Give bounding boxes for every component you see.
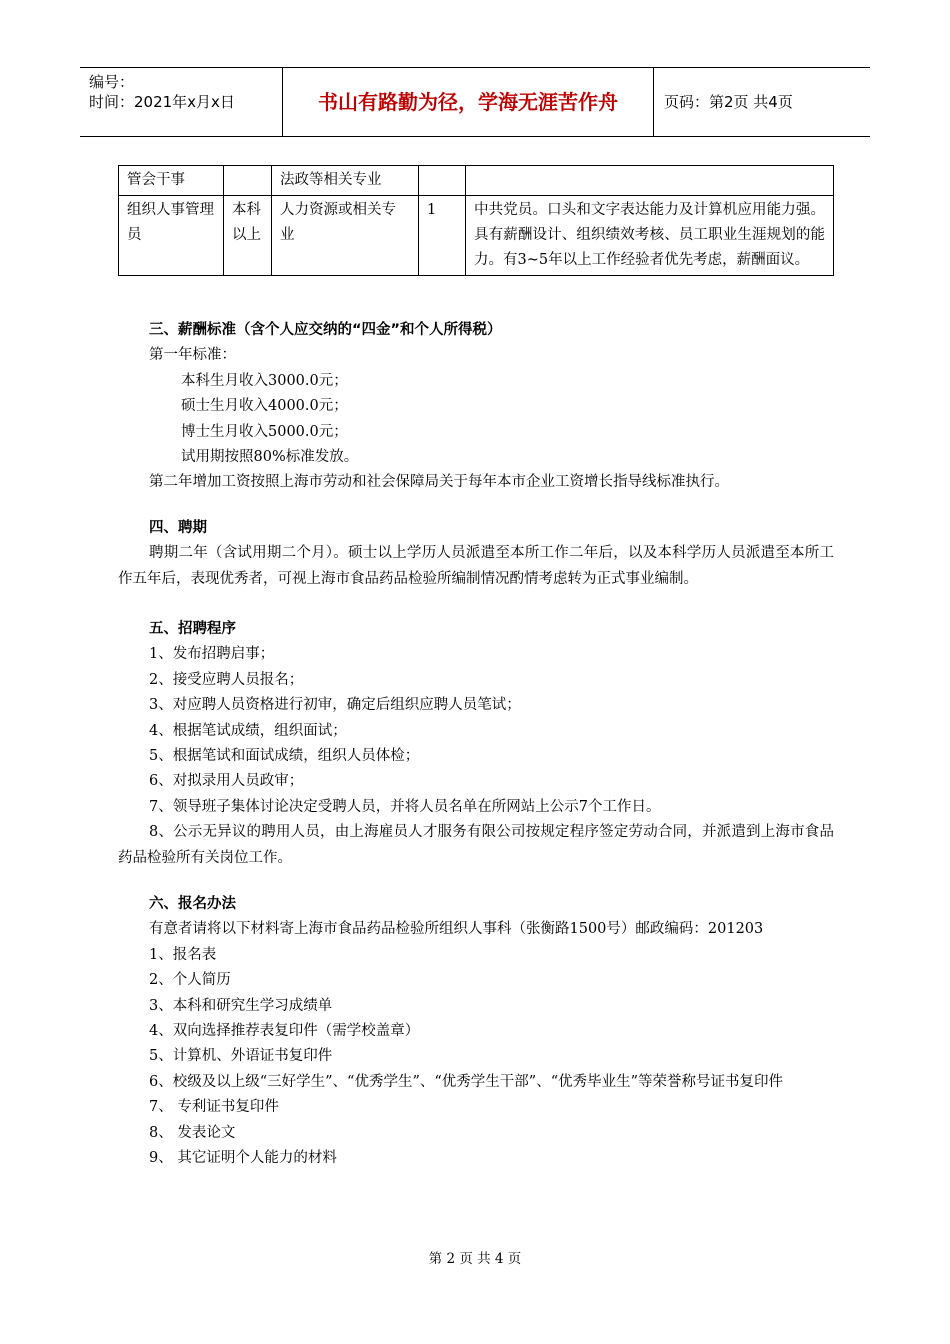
salary-item: 试用期按照80%标准发放。 [181, 449, 359, 466]
procedure-item: 6、对拟录用人员政审； [149, 773, 304, 790]
table-row [119, 166, 834, 196]
count-cell: 1 [419, 196, 466, 276]
application-item: 1、报名表 [149, 946, 217, 963]
application-section [118, 892, 834, 1171]
header-motto: 书山有路勤为径，学海无涯苦作舟 [318, 90, 618, 114]
page-header [80, 67, 870, 137]
positions-table [118, 165, 834, 276]
procedure-item: 3、对应聘人员资格进行初审，确定后组织应聘人员笔试； [149, 697, 521, 714]
document-number-label: 编号： [89, 73, 135, 91]
first-year-label: 第一年标准： [149, 347, 236, 364]
procedure-item: 5、根据笔试和面试成绩，组织人员体检； [149, 748, 420, 765]
position-cell: 组织人事管理员 [119, 196, 224, 276]
second-year-text: 第二年增加工资按照上海市劳动和社会保障局关于每年本市企业工资增长指导线标准执行。 [149, 474, 729, 491]
position-cell: 管会干事 [119, 166, 224, 196]
term-text: 聘期二年（含试用期二个月）。硕士以上学历人员派遣至本所工作二年后，以及本科学历人员派遣至本所工作五年后，表现优秀者，可视上海市食品药品检验所编制情况酌情考虑转为正式事业编制。 [118, 545, 834, 587]
application-item: 3、本科和研究生学习成绩单 [149, 997, 333, 1014]
procedure-item: 7、领导班子集体讨论决定受聘人员，并将人员名单在所网站上公示7个工作日。 [149, 798, 661, 815]
application-heading: 六、报名办法 [149, 896, 236, 912]
table-row [119, 196, 834, 276]
term-section [118, 516, 834, 592]
application-item: 5、计算机、外语证书复印件 [149, 1048, 333, 1065]
salary-heading: 三、薪酬标准（含个人应交纳的“四金”和个人所得税） [149, 322, 502, 338]
salary-item: 博士生月收入5000.0元； [181, 423, 348, 440]
document-time-label: 时间：2021年x月x日 [89, 93, 235, 111]
application-item: 7、 专利证书复印件 [149, 1099, 279, 1116]
procedure-section [118, 617, 834, 871]
header-motto-cell [283, 68, 654, 136]
procedure-item: 2、接受应聘人员报名； [149, 671, 304, 688]
application-item: 4、双向选择推荐表复印件（需学校盖章） [149, 1023, 420, 1040]
requirements-cell [466, 166, 834, 196]
page-footer: 第 2 页 共 4 页 [428, 1251, 522, 1267]
header-page-info: 页码：第2页 共4页 [664, 93, 793, 111]
salary-item: 本科生月收入3000.0元； [181, 372, 348, 389]
major-cell: 人力资源或相关专业 [272, 196, 419, 276]
application-item: 8、 发表论文 [149, 1124, 236, 1141]
application-item: 2、个人简历 [149, 972, 231, 989]
salary-section [118, 318, 834, 496]
application-item: 9、 其它证明个人能力的材料 [149, 1150, 337, 1167]
procedure-heading: 五、招聘程序 [149, 621, 236, 637]
degree-cell [224, 166, 272, 196]
major-cell: 法政等相关专业 [272, 166, 419, 196]
application-intro: 有意者请将以下材料寄上海市食品药品检验所组织人事科（张衡路1500号）邮政编码：201203 [149, 921, 764, 938]
header-meta-cell [80, 68, 283, 136]
procedure-item: 8、公示无异议的聘用人员，由上海雇员人才服务有限公司按规定程序签定劳动合同，并派遣到上海市食品药品检验所有关岗位工作。 [118, 824, 834, 866]
salary-item: 硕士生月收入4000.0元； [181, 398, 348, 415]
term-heading: 四、聘期 [149, 520, 207, 536]
procedure-item: 1、发布招聘启事； [149, 646, 275, 663]
count-cell [419, 166, 466, 196]
application-item: 6、校级及以上级“三好学生”、“优秀学生”、“优秀学生干部”、“优秀毕业生”等荣誉称号证书复印件 [149, 1073, 784, 1090]
degree-cell: 本科以上 [224, 196, 272, 276]
procedure-item: 4、根据笔试成绩，组织面试； [149, 722, 347, 739]
requirements-cell: 中共党员。口头和文字表达能力及计算机应用能力强。具有薪酬设计、组织绩效考核、员工职业生涯规划的能力。有3~5年以上工作经验者优先考虑，薪酬面议。 [466, 196, 834, 276]
